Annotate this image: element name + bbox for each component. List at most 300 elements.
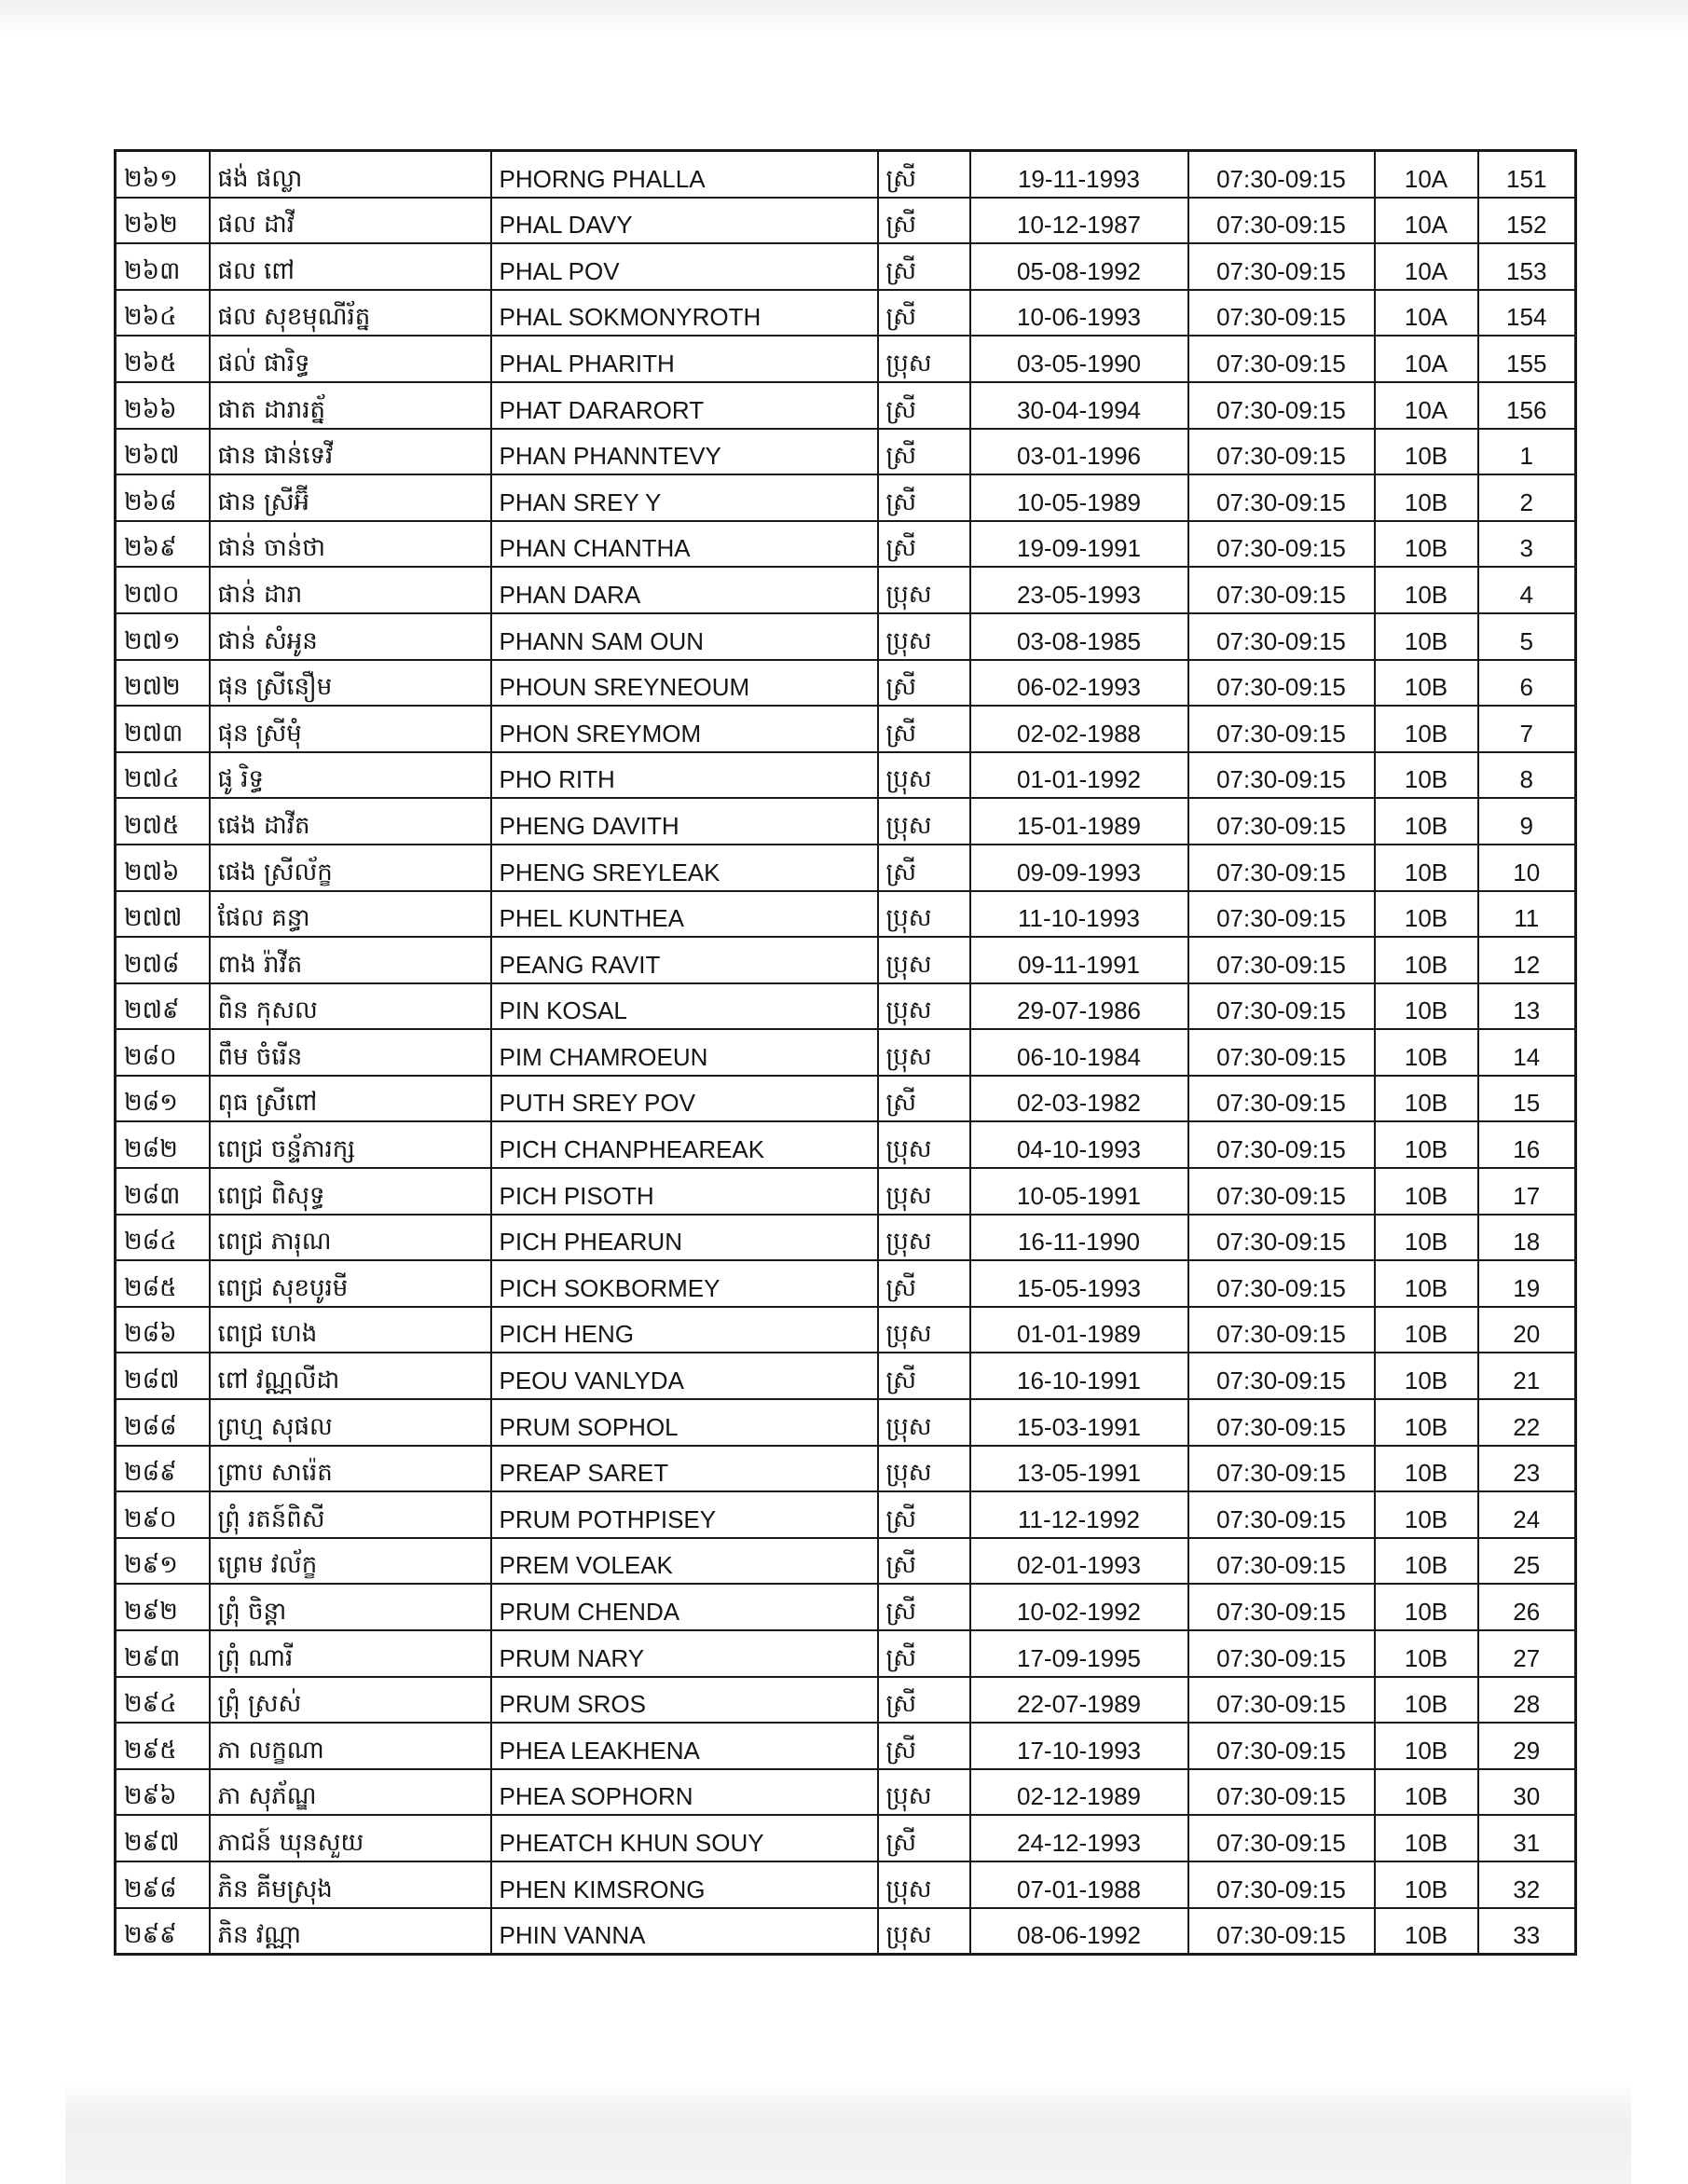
gender-cell: ប្រុស xyxy=(878,613,970,660)
khmer-name-cell: ផល សុខមុណីរ័ត្ន xyxy=(210,290,491,337)
row-number-cell: ២៩១ xyxy=(116,1538,210,1585)
latin-name-cell: PREM VOLEAK xyxy=(491,1538,878,1585)
row-number-cell: ២៧៦ xyxy=(116,845,210,891)
seat-number-cell: 20 xyxy=(1478,1307,1576,1353)
table-row xyxy=(116,1815,1576,1861)
row-number-cell: ២៧៨ xyxy=(116,937,210,983)
latin-name-cell: PHEA SOPHORN xyxy=(491,1769,878,1816)
seat-number-cell: 27 xyxy=(1478,1630,1576,1677)
date-of-birth-cell: 30-04-1994 xyxy=(970,382,1188,429)
exam-room-cell: 10B xyxy=(1375,1353,1478,1399)
exam-time-cell: 07:30-09:15 xyxy=(1188,1861,1375,1908)
exam-room-cell: 10B xyxy=(1375,1861,1478,1908)
table-row xyxy=(116,198,1576,244)
seat-number-cell: 3 xyxy=(1478,521,1576,568)
table-row xyxy=(116,845,1576,891)
exam-time-cell: 07:30-09:15 xyxy=(1188,613,1375,660)
latin-name-cell: PRUM CHENDA xyxy=(491,1584,878,1630)
seat-number-cell: 11 xyxy=(1478,891,1576,938)
date-of-birth-cell: 10-05-1989 xyxy=(970,474,1188,521)
scan-bottom-shade xyxy=(65,2079,1631,2184)
gender-cell: ស្រី xyxy=(878,1353,970,1399)
latin-name-cell: PHAN SREY Y xyxy=(491,474,878,521)
gender-cell: ស្រី xyxy=(878,521,970,568)
gender-cell: ស្រី xyxy=(878,151,970,198)
latin-name-cell: PHEL KUNTHEA xyxy=(491,891,878,938)
khmer-name-cell: ផុន ស្រីមុំ xyxy=(210,706,491,752)
seat-number-cell: 14 xyxy=(1478,1029,1576,1076)
khmer-name-cell: ព្រហ្ម សុផល xyxy=(210,1399,491,1446)
date-of-birth-cell: 02-12-1989 xyxy=(970,1769,1188,1816)
latin-name-cell: PHAN DARA xyxy=(491,567,878,613)
exam-time-cell: 07:30-09:15 xyxy=(1188,151,1375,198)
gender-cell: ប្រុស xyxy=(878,567,970,613)
date-of-birth-cell: 24-12-1993 xyxy=(970,1815,1188,1861)
gender-cell: ស្រី xyxy=(878,1076,970,1122)
row-number-cell: ២៩៣ xyxy=(116,1630,210,1677)
latin-name-cell: PHAL SOKMONYROTH xyxy=(491,290,878,337)
gender-cell: ប្រុស xyxy=(878,1908,970,1955)
seat-number-cell: 26 xyxy=(1478,1584,1576,1630)
exam-time-cell: 07:30-09:15 xyxy=(1188,1584,1375,1630)
latin-name-cell: PICH HENG xyxy=(491,1307,878,1353)
exam-room-cell: 10B xyxy=(1375,1076,1478,1122)
khmer-name-cell: ពឹម ចំរើន xyxy=(210,1029,491,1076)
exam-room-cell: 10B xyxy=(1375,1121,1478,1168)
date-of-birth-cell: 06-10-1984 xyxy=(970,1029,1188,1076)
table-row xyxy=(116,429,1576,475)
gender-cell: ប្រុស xyxy=(878,1215,970,1261)
gender-cell: ប្រុស xyxy=(878,1446,970,1492)
exam-time-cell: 07:30-09:15 xyxy=(1188,567,1375,613)
latin-name-cell: PICH PHEARUN xyxy=(491,1215,878,1261)
seat-number-cell: 10 xyxy=(1478,845,1576,891)
khmer-name-cell: ផេង ស្រីល័ក្ខ xyxy=(210,845,491,891)
table-row xyxy=(116,706,1576,752)
row-number-cell: ២៨១ xyxy=(116,1076,210,1122)
row-number-cell: ២៦៩ xyxy=(116,521,210,568)
exam-time-cell: 07:30-09:15 xyxy=(1188,1769,1375,1816)
gender-cell: ស្រី xyxy=(878,290,970,337)
seat-number-cell: 13 xyxy=(1478,983,1576,1030)
khmer-name-cell: ភិន គីមស្រុង xyxy=(210,1861,491,1908)
khmer-name-cell: ពិន កុសល xyxy=(210,983,491,1030)
date-of-birth-cell: 01-01-1992 xyxy=(970,752,1188,799)
seat-number-cell: 154 xyxy=(1478,290,1576,337)
seat-number-cell: 5 xyxy=(1478,613,1576,660)
exam-time-cell: 07:30-09:15 xyxy=(1188,521,1375,568)
exam-time-cell: 07:30-09:15 xyxy=(1188,336,1375,382)
row-number-cell: ២៨០ xyxy=(116,1029,210,1076)
exam-room-cell: 10B xyxy=(1375,1584,1478,1630)
date-of-birth-cell: 10-05-1991 xyxy=(970,1168,1188,1215)
exam-time-cell: 07:30-09:15 xyxy=(1188,198,1375,244)
latin-name-cell: PHO RITH xyxy=(491,752,878,799)
exam-time-cell: 07:30-09:15 xyxy=(1188,474,1375,521)
gender-cell: ស្រី xyxy=(878,1723,970,1769)
date-of-birth-cell: 15-03-1991 xyxy=(970,1399,1188,1446)
latin-name-cell: PICH SOKBORMEY xyxy=(491,1260,878,1307)
gender-cell: ប្រុស xyxy=(878,1861,970,1908)
latin-name-cell: PHAL PHARITH xyxy=(491,336,878,382)
seat-number-cell: 33 xyxy=(1478,1908,1576,1955)
latin-name-cell: PRUM SROS xyxy=(491,1677,878,1724)
khmer-name-cell: ផុន ស្រីនឿម xyxy=(210,660,491,707)
seat-number-cell: 28 xyxy=(1478,1677,1576,1724)
gender-cell: ប្រុស xyxy=(878,752,970,799)
table-row xyxy=(116,1446,1576,1492)
khmer-name-cell: ផល ពៅ xyxy=(210,243,491,290)
exam-time-cell: 07:30-09:15 xyxy=(1188,660,1375,707)
exam-time-cell: 07:30-09:15 xyxy=(1188,290,1375,337)
khmer-name-cell: ពេជ្រ ហេង xyxy=(210,1307,491,1353)
latin-name-cell: PUTH SREY POV xyxy=(491,1076,878,1122)
scan-top-shade xyxy=(0,0,1688,37)
row-number-cell: ២៨៨ xyxy=(116,1399,210,1446)
table-row xyxy=(116,1215,1576,1261)
date-of-birth-cell: 11-12-1992 xyxy=(970,1491,1188,1538)
exam-room-cell: 10B xyxy=(1375,891,1478,938)
row-number-cell: ២៩៩ xyxy=(116,1908,210,1955)
row-number-cell: ២៩៧ xyxy=(116,1815,210,1861)
latin-name-cell: PRUM NARY xyxy=(491,1630,878,1677)
khmer-name-cell: ផាន ស្រីអ៊ី xyxy=(210,474,491,521)
exam-room-cell: 10B xyxy=(1375,1399,1478,1446)
exam-room-cell: 10B xyxy=(1375,937,1478,983)
date-of-birth-cell: 13-05-1991 xyxy=(970,1446,1188,1492)
date-of-birth-cell: 05-08-1992 xyxy=(970,243,1188,290)
khmer-name-cell: ភា លក្ខណា xyxy=(210,1723,491,1769)
latin-name-cell: PHON SREYMOM xyxy=(491,706,878,752)
seat-number-cell: 7 xyxy=(1478,706,1576,752)
table-row xyxy=(116,1353,1576,1399)
table-row xyxy=(116,1029,1576,1076)
khmer-name-cell: ព្រុំ ស្រស់ xyxy=(210,1677,491,1724)
table-row xyxy=(116,290,1576,337)
row-number-cell: ២៧៥ xyxy=(116,798,210,845)
table-row xyxy=(116,1723,1576,1769)
seat-number-cell: 1 xyxy=(1478,429,1576,475)
date-of-birth-cell: 19-09-1991 xyxy=(970,521,1188,568)
table-row xyxy=(116,1076,1576,1122)
exam-time-cell: 07:30-09:15 xyxy=(1188,1215,1375,1261)
latin-name-cell: PHAL POV xyxy=(491,243,878,290)
seat-number-cell: 18 xyxy=(1478,1215,1576,1261)
gender-cell: ស្រី xyxy=(878,845,970,891)
seat-number-cell: 153 xyxy=(1478,243,1576,290)
row-number-cell: ២៩៨ xyxy=(116,1861,210,1908)
gender-cell: ស្រី xyxy=(878,706,970,752)
exam-time-cell: 07:30-09:15 xyxy=(1188,845,1375,891)
gender-cell: ប្រុស xyxy=(878,1168,970,1215)
exam-time-cell: 07:30-09:15 xyxy=(1188,983,1375,1030)
table-row xyxy=(116,1908,1576,1955)
date-of-birth-cell: 29-07-1986 xyxy=(970,983,1188,1030)
table-row xyxy=(116,1769,1576,1816)
exam-time-cell: 07:30-09:15 xyxy=(1188,937,1375,983)
khmer-name-cell: ផល ដាវី xyxy=(210,198,491,244)
date-of-birth-cell: 04-10-1993 xyxy=(970,1121,1188,1168)
row-number-cell: ២៨៧ xyxy=(116,1353,210,1399)
seat-number-cell: 155 xyxy=(1478,336,1576,382)
seat-number-cell: 6 xyxy=(1478,660,1576,707)
khmer-name-cell: ផាន ផាន់ទេវី xyxy=(210,429,491,475)
exam-room-cell: 10B xyxy=(1375,752,1478,799)
row-number-cell: ២៩០ xyxy=(116,1491,210,1538)
exam-room-cell: 10A xyxy=(1375,336,1478,382)
gender-cell: ស្រី xyxy=(878,382,970,429)
date-of-birth-cell: 02-01-1993 xyxy=(970,1538,1188,1585)
gender-cell: ស្រី xyxy=(878,660,970,707)
khmer-name-cell: ផូ រិទ្ធ xyxy=(210,752,491,799)
row-number-cell: ២៧០ xyxy=(116,567,210,613)
exam-room-cell: 10B xyxy=(1375,1908,1478,1955)
latin-name-cell: PHAN PHANNTEVY xyxy=(491,429,878,475)
gender-cell: ប្រុស xyxy=(878,1029,970,1076)
date-of-birth-cell: 17-09-1995 xyxy=(970,1630,1188,1677)
khmer-name-cell: ពាង រ៉ាវីត xyxy=(210,937,491,983)
gender-cell: ស្រី xyxy=(878,198,970,244)
exam-room-cell: 10B xyxy=(1375,429,1478,475)
khmer-name-cell: ផែល គន្ធា xyxy=(210,891,491,938)
latin-name-cell: PEOU VANLYDA xyxy=(491,1353,878,1399)
gender-cell: ប្រុស xyxy=(878,1307,970,1353)
latin-name-cell: PHEN KIMSRONG xyxy=(491,1861,878,1908)
roster-body xyxy=(116,151,1576,1955)
gender-cell: ស្រី xyxy=(878,429,970,475)
latin-name-cell: PHOUN SREYNEOUM xyxy=(491,660,878,707)
date-of-birth-cell: 08-06-1992 xyxy=(970,1908,1188,1955)
table-row xyxy=(116,1307,1576,1353)
date-of-birth-cell: 07-01-1988 xyxy=(970,1861,1188,1908)
table-row xyxy=(116,243,1576,290)
date-of-birth-cell: 03-08-1985 xyxy=(970,613,1188,660)
khmer-name-cell: ពុធ ស្រីពៅ xyxy=(210,1076,491,1122)
exam-room-cell: 10B xyxy=(1375,1723,1478,1769)
exam-room-cell: 10A xyxy=(1375,198,1478,244)
row-number-cell: ២៨៥ xyxy=(116,1260,210,1307)
exam-room-cell: 10B xyxy=(1375,706,1478,752)
exam-room-cell: 10B xyxy=(1375,1491,1478,1538)
latin-name-cell: PIN KOSAL xyxy=(491,983,878,1030)
khmer-name-cell: ផាន់ ដារា xyxy=(210,567,491,613)
candidate-roster-table xyxy=(114,149,1577,1956)
gender-cell: ស្រី xyxy=(878,1491,970,1538)
gender-cell: ប្រុស xyxy=(878,798,970,845)
table-row xyxy=(116,983,1576,1030)
khmer-name-cell: ផាត ដារារត្ន័ xyxy=(210,382,491,429)
exam-time-cell: 07:30-09:15 xyxy=(1188,1630,1375,1677)
table-row xyxy=(116,891,1576,938)
latin-name-cell: PHEA LEAKHENA xyxy=(491,1723,878,1769)
row-number-cell: ២៦៨ xyxy=(116,474,210,521)
date-of-birth-cell: 16-11-1990 xyxy=(970,1215,1188,1261)
latin-name-cell: PHEATCH KHUN SOUY xyxy=(491,1815,878,1861)
exam-time-cell: 07:30-09:15 xyxy=(1188,243,1375,290)
exam-time-cell: 07:30-09:15 xyxy=(1188,1491,1375,1538)
seat-number-cell: 16 xyxy=(1478,1121,1576,1168)
khmer-name-cell: ផេង ដាវីត xyxy=(210,798,491,845)
latin-name-cell: PHANN SAM OUN xyxy=(491,613,878,660)
khmer-name-cell: ផាន់ សំអូន xyxy=(210,613,491,660)
exam-time-cell: 07:30-09:15 xyxy=(1188,1353,1375,1399)
gender-cell: ស្រី xyxy=(878,1815,970,1861)
khmer-name-cell: ពៅ វណ្ណលីដា xyxy=(210,1353,491,1399)
row-number-cell: ២៦៣ xyxy=(116,243,210,290)
seat-number-cell: 21 xyxy=(1478,1353,1576,1399)
exam-time-cell: 07:30-09:15 xyxy=(1188,1121,1375,1168)
gender-cell: ស្រី xyxy=(878,1677,970,1724)
row-number-cell: ២៧៣ xyxy=(116,706,210,752)
gender-cell: ស្រី xyxy=(878,474,970,521)
khmer-name-cell: ព្រាប សារ៉េត xyxy=(210,1446,491,1492)
seat-number-cell: 24 xyxy=(1478,1491,1576,1538)
table-row xyxy=(116,474,1576,521)
seat-number-cell: 29 xyxy=(1478,1723,1576,1769)
gender-cell: ប្រុស xyxy=(878,1769,970,1816)
row-number-cell: ២៦៦ xyxy=(116,382,210,429)
seat-number-cell: 25 xyxy=(1478,1538,1576,1585)
gender-cell: ប្រុស xyxy=(878,891,970,938)
row-number-cell: ២៧១ xyxy=(116,613,210,660)
exam-room-cell: 10B xyxy=(1375,1446,1478,1492)
exam-room-cell: 10B xyxy=(1375,474,1478,521)
khmer-name-cell: ព្រេម វល័ក្ខ xyxy=(210,1538,491,1585)
latin-name-cell: PHIN VANNA xyxy=(491,1908,878,1955)
table-row xyxy=(116,567,1576,613)
exam-time-cell: 07:30-09:15 xyxy=(1188,1076,1375,1122)
exam-room-cell: 10A xyxy=(1375,290,1478,337)
exam-room-cell: 10B xyxy=(1375,521,1478,568)
date-of-birth-cell: 15-01-1989 xyxy=(970,798,1188,845)
exam-time-cell: 07:30-09:15 xyxy=(1188,1260,1375,1307)
table-row xyxy=(116,1677,1576,1724)
date-of-birth-cell: 10-02-1992 xyxy=(970,1584,1188,1630)
date-of-birth-cell: 16-10-1991 xyxy=(970,1353,1188,1399)
date-of-birth-cell: 19-11-1993 xyxy=(970,151,1188,198)
exam-room-cell: 10B xyxy=(1375,983,1478,1030)
seat-number-cell: 156 xyxy=(1478,382,1576,429)
date-of-birth-cell: 10-12-1987 xyxy=(970,198,1188,244)
exam-room-cell: 10B xyxy=(1375,845,1478,891)
table-row xyxy=(116,521,1576,568)
row-number-cell: ២៩៤ xyxy=(116,1677,210,1724)
row-number-cell: ២៩៥ xyxy=(116,1723,210,1769)
seat-number-cell: 23 xyxy=(1478,1446,1576,1492)
khmer-name-cell: ពេជ្រ ភារុណ xyxy=(210,1215,491,1261)
seat-number-cell: 32 xyxy=(1478,1861,1576,1908)
exam-time-cell: 07:30-09:15 xyxy=(1188,706,1375,752)
exam-time-cell: 07:30-09:15 xyxy=(1188,1815,1375,1861)
gender-cell: ប្រុស xyxy=(878,983,970,1030)
seat-number-cell: 30 xyxy=(1478,1769,1576,1816)
row-number-cell: ២៩៦ xyxy=(116,1769,210,1816)
latin-name-cell: PHENG SREYLEAK xyxy=(491,845,878,891)
latin-name-cell: PHORNG PHALLA xyxy=(491,151,878,198)
date-of-birth-cell: 02-02-1988 xyxy=(970,706,1188,752)
seat-number-cell: 22 xyxy=(1478,1399,1576,1446)
date-of-birth-cell: 22-07-1989 xyxy=(970,1677,1188,1724)
table-row xyxy=(116,151,1576,198)
table-row xyxy=(116,1538,1576,1585)
row-number-cell: ២៧៩ xyxy=(116,983,210,1030)
latin-name-cell: PIM CHAMROEUN xyxy=(491,1029,878,1076)
latin-name-cell: PRUM POTHPISEY xyxy=(491,1491,878,1538)
seat-number-cell: 151 xyxy=(1478,151,1576,198)
exam-time-cell: 07:30-09:15 xyxy=(1188,1168,1375,1215)
latin-name-cell: PHENG DAVITH xyxy=(491,798,878,845)
exam-room-cell: 10B xyxy=(1375,1769,1478,1816)
exam-time-cell: 07:30-09:15 xyxy=(1188,1538,1375,1585)
table-row xyxy=(116,382,1576,429)
row-number-cell: ២៦១ xyxy=(116,151,210,198)
seat-number-cell: 2 xyxy=(1478,474,1576,521)
exam-room-cell: 10B xyxy=(1375,1630,1478,1677)
exam-time-cell: 07:30-09:15 xyxy=(1188,1446,1375,1492)
khmer-name-cell: ផង់ ផល្លា xyxy=(210,151,491,198)
seat-number-cell: 152 xyxy=(1478,198,1576,244)
exam-room-cell: 10B xyxy=(1375,1815,1478,1861)
exam-room-cell: 10B xyxy=(1375,613,1478,660)
table-row xyxy=(116,613,1576,660)
gender-cell: ស្រី xyxy=(878,1260,970,1307)
exam-time-cell: 07:30-09:15 xyxy=(1188,382,1375,429)
exam-room-cell: 10A xyxy=(1375,243,1478,290)
latin-name-cell: PICH PISOTH xyxy=(491,1168,878,1215)
date-of-birth-cell: 11-10-1993 xyxy=(970,891,1188,938)
row-number-cell: ២៨២ xyxy=(116,1121,210,1168)
date-of-birth-cell: 23-05-1993 xyxy=(970,567,1188,613)
row-number-cell: ២៦២ xyxy=(116,198,210,244)
latin-name-cell: PRUM SOPHOL xyxy=(491,1399,878,1446)
exam-room-cell: 10B xyxy=(1375,1260,1478,1307)
exam-room-cell: 10A xyxy=(1375,151,1478,198)
exam-time-cell: 07:30-09:15 xyxy=(1188,429,1375,475)
gender-cell: ស្រី xyxy=(878,1630,970,1677)
exam-time-cell: 07:30-09:15 xyxy=(1188,1723,1375,1769)
table-row xyxy=(116,660,1576,707)
row-number-cell: ២៧៧ xyxy=(116,891,210,938)
khmer-name-cell: ភា សុភ័ណ្ឌ xyxy=(210,1769,491,1816)
gender-cell: ស្រី xyxy=(878,1538,970,1585)
exam-time-cell: 07:30-09:15 xyxy=(1188,752,1375,799)
khmer-name-cell: ពេជ្រ ចន្ទ័ភារក្ស xyxy=(210,1121,491,1168)
table-row xyxy=(116,752,1576,799)
date-of-birth-cell: 02-03-1982 xyxy=(970,1076,1188,1122)
row-number-cell: ២៨៤ xyxy=(116,1215,210,1261)
exam-room-cell: 10B xyxy=(1375,1168,1478,1215)
row-number-cell: ២៨៣ xyxy=(116,1168,210,1215)
row-number-cell: ២៦៧ xyxy=(116,429,210,475)
exam-room-cell: 10A xyxy=(1375,382,1478,429)
exam-time-cell: 07:30-09:15 xyxy=(1188,1029,1375,1076)
exam-room-cell: 10B xyxy=(1375,567,1478,613)
exam-room-cell: 10B xyxy=(1375,1307,1478,1353)
table-row xyxy=(116,336,1576,382)
date-of-birth-cell: 09-11-1991 xyxy=(970,937,1188,983)
exam-time-cell: 07:30-09:15 xyxy=(1188,798,1375,845)
khmer-name-cell: ព្រុំ ណារី xyxy=(210,1630,491,1677)
latin-name-cell: PICH CHANPHEAREAK xyxy=(491,1121,878,1168)
row-number-cell: ២៦៥ xyxy=(116,336,210,382)
table-row xyxy=(116,1630,1576,1677)
seat-number-cell: 4 xyxy=(1478,567,1576,613)
latin-name-cell: PHAN CHANTHA xyxy=(491,521,878,568)
khmer-name-cell: ផាន់ ចាន់ថា xyxy=(210,521,491,568)
exam-time-cell: 07:30-09:15 xyxy=(1188,1399,1375,1446)
exam-room-cell: 10B xyxy=(1375,1677,1478,1724)
khmer-name-cell: ព្រុំ រតន៍ពិសី xyxy=(210,1491,491,1538)
